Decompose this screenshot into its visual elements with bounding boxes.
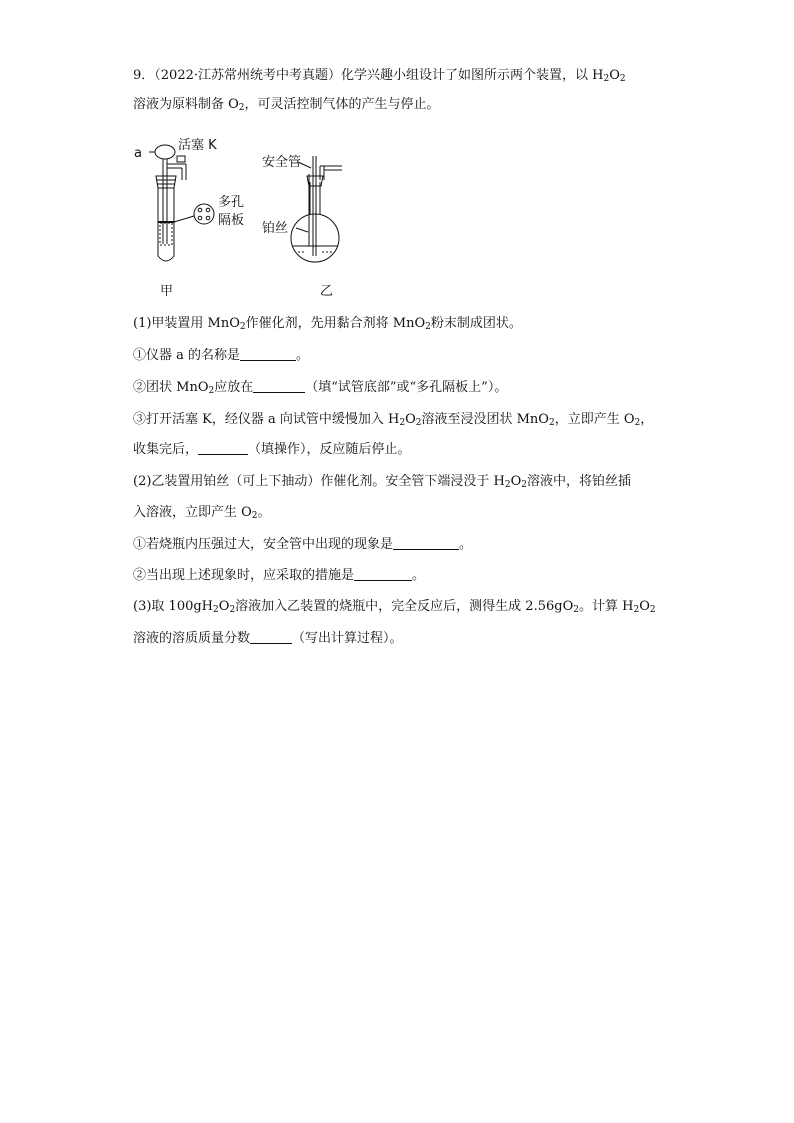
label-valve-k: 活塞 K: [178, 138, 217, 153]
part1-question-3-line-1: ③打开活塞 K，经仪器 a 向试管中缓慢加入 $H_2O_2$溶液至浸没团状 MnO$_2$，立即产生 $O_2$，: [133, 412, 654, 428]
apparatus-figure: [130, 134, 370, 302]
question-source: （2022·江苏常州统考中考真题）: [154, 68, 341, 83]
question-line-1: 9．（2022·江苏常州统考中考真题）化学兴趣小组设计了如图所示两个装置，以 $H_2O_2$: [133, 68, 626, 84]
label-platinum-wire: 铂丝: [262, 221, 289, 236]
question-number: 9．: [133, 68, 155, 83]
part1-intro: (1)甲装置用 MnO$_2$作催化剂，先用黏合剂将 MnO$_2$粉末制成团状。: [133, 316, 522, 332]
part3-line-1: (3)取 $100gH_2O_2$溶液加入乙装置的烧瓶中，完全反应后，测得生成 $2.56gO_2$。计算 $H_2O_2$: [133, 599, 656, 615]
label-plate-1: 多孔: [218, 195, 245, 210]
part1-question-2: ②团状 MnO$_2$应放在 （填“试管底部”或“多孔隔板上”）。: [133, 380, 508, 396]
funnel-bulb: [155, 145, 175, 159]
part2-question-2: ②当出现上述现象时，应采取的措施是 。: [133, 568, 426, 583]
caption-jia: 甲: [160, 284, 174, 299]
part1-question-3-line-2: 收集完后， （填操作），反应随后停止。: [133, 442, 411, 457]
plate-detail-circle: [194, 204, 214, 224]
part2-question-1: ①若烧瓶内压强过大，安全管中出现的现象是 。: [133, 537, 473, 552]
answer-blank[interactable]: [253, 379, 305, 393]
label-safety-tube: 安全管: [262, 155, 302, 170]
part2-intro-line-1: (2)乙装置用铂丝（可上下抽动）作催化剂。安全管下端浸没于 $H_2O_2$溶液中，将铂丝插: [133, 474, 632, 490]
answer-blank[interactable]: [393, 536, 459, 550]
answer-blank[interactable]: [354, 567, 412, 581]
part2-intro-line-2: 入溶液，立即产生 $O_2$。: [133, 505, 271, 521]
part3-line-2: 溶液的溶质质量分数 （写出计算过程）。: [133, 631, 403, 646]
answer-blank[interactable]: [250, 630, 292, 644]
part1-question-1: ①仪器 a 的名称是 。: [133, 348, 310, 363]
answer-blank[interactable]: [240, 347, 296, 361]
round-bottom-flask: [291, 214, 339, 262]
label-plate-2: 隔板: [218, 213, 245, 228]
answer-blank[interactable]: [198, 441, 248, 455]
caption-yi: 乙: [320, 284, 334, 299]
label-a: a: [134, 146, 142, 161]
question-line-2: 溶液为原料制备 $O_2$，可灵活控制气体的产生与停止。: [133, 97, 440, 113]
